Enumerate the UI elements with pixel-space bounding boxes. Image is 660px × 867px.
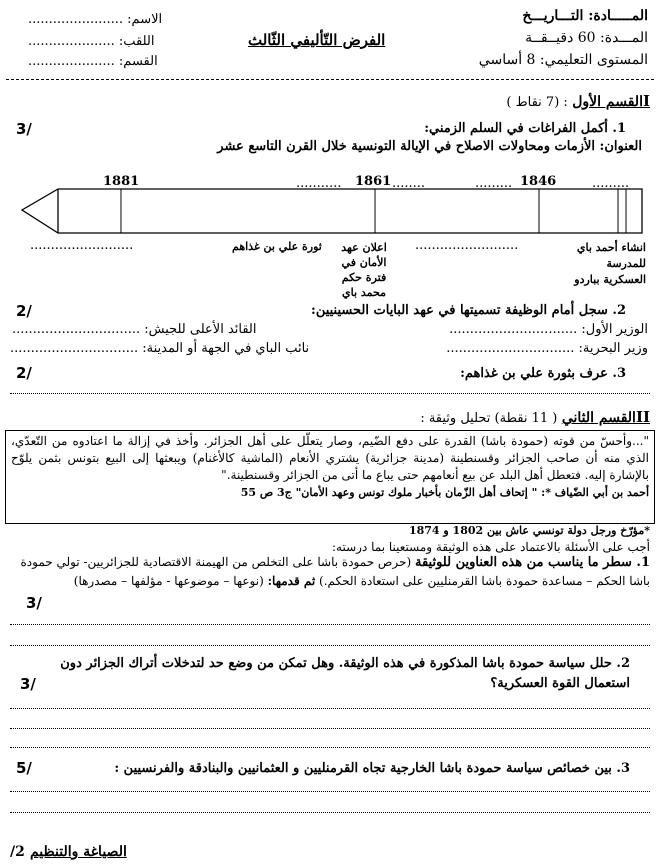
part1-heading: القسم الأول <box>572 94 643 110</box>
footer-mark: 2/ <box>10 844 25 860</box>
function-row[interactable]: القائد الأعلى للجيش: ............................... <box>12 322 257 337</box>
p2-q2-label: 2. حلل سياسة حمودة باشا المذكورة في هذه الوثيقة. وهل تمكن من وضع حد لتدخلات أتراك الجزائر دون استعمال القوة العسكرية؟ <box>60 656 630 691</box>
level-line: المستوى التعليمي: 8 أساسي <box>478 52 648 68</box>
surname-field[interactable]: اللقب: ..................... <box>28 34 155 49</box>
answer-line[interactable] <box>10 791 650 792</box>
part2-heading-line <box>420 408 650 426</box>
timeline-date-1861: 1861 <box>355 174 392 189</box>
timeline-blank-top[interactable]: ......... <box>475 176 513 191</box>
part2-heading: القسم الثاني <box>561 410 636 426</box>
p2-q1-tail2: (نوعها – موضوعها - مؤلفها – مصدرها) <box>73 574 264 588</box>
answer-line[interactable] <box>10 812 650 813</box>
answer-line[interactable] <box>10 393 650 394</box>
timeline-event-military-school: انشاء أحمد باي للمدرسة العسكرية بباردو <box>574 241 646 286</box>
header-divider <box>6 79 654 80</box>
document-source: أحمد بن أبي الضّياف *: " إتحاف أهل الزّمان بأخبار ملوك تونس وعهد الأمان" ج3 ص 55 <box>240 486 649 499</box>
answer-line[interactable] <box>10 747 650 748</box>
part1-heading-line <box>506 92 650 110</box>
p2-q1-tail: ثم قدمها: <box>267 574 316 588</box>
answer-line[interactable] <box>10 645 650 646</box>
exam-title: الفرض التّأليفي الثّالث <box>248 31 386 49</box>
answer-line[interactable] <box>10 708 650 709</box>
part2-points: ( 11 نقطة) تحليل وثيقة : <box>420 411 558 426</box>
name-field[interactable]: الاسم: ....................... <box>28 12 163 27</box>
function-row[interactable]: نائب الباي في الجهة أو المدينة: ............................... <box>10 341 310 356</box>
p2-q1-text <box>10 553 650 590</box>
p1-q2-mark: 2/ <box>16 302 32 320</box>
subject-line: المـــــادة: التـــاريـــخ <box>522 8 648 24</box>
p1-q3-label: 3. عرف بثورة علي بن غذاهم: <box>460 366 626 381</box>
timeline-arrow <box>18 188 644 234</box>
timeline-event-pacte: اعلان عهد الأمان في فترة حكم محمد باي <box>341 241 387 299</box>
p2-q2-mark: 3/ <box>20 675 36 693</box>
document-box <box>5 430 655 524</box>
timeline-date-1881: 1881 <box>103 174 140 189</box>
timeline-blank-top[interactable]: ........... <box>296 176 342 191</box>
p1-q2-label: 2. سجل أمام الوظيفة تسميتها في عهد البايات الحسينيين: <box>311 303 626 318</box>
timeline-event-ghedahem: ثورة علي بن غذاهم <box>232 240 322 253</box>
duration-line: المـــدة: 60 دقيــقــة <box>525 30 648 46</box>
function-row[interactable]: الوزير الأول: ............................... <box>449 322 648 337</box>
timeline-blank-top[interactable]: ......... <box>592 176 630 191</box>
p2-q1-label: 1. سطر ما يناسب من هذه العناوين للوثيقة <box>414 555 650 570</box>
p1-q1-label: 1. أكمل الفراغات في السلم الزمني: <box>424 121 626 136</box>
function-row[interactable]: وزير البحرية: ............................... <box>446 341 648 356</box>
footer-line <box>10 841 127 860</box>
part1-points: : (7 نقاط ) <box>506 95 568 110</box>
part2-instruction: أجب على الأسئلة بالاعتماد على هذه الوثيقة ومستعينا بما درسته: <box>332 540 650 554</box>
document-footnote: *مؤرّخ ورجل دولة تونسي عاش بين 1802 و 1874 <box>408 524 650 537</box>
answer-line[interactable] <box>10 728 650 729</box>
footer-label: الصياغة والتنظيم <box>29 844 127 860</box>
timeline-title: العنوان: الأزمات ومحاولات الاصلاح في الإيالة التونسية خلال القرن التاسع عشر <box>217 139 642 154</box>
p2-q1-mark: 3/ <box>26 594 42 612</box>
part2-roman: II <box>635 408 650 426</box>
p2-q3-mark: 5/ <box>16 759 32 777</box>
timeline-date-1846: 1846 <box>520 174 557 189</box>
answer-line[interactable] <box>10 624 650 625</box>
document-text: "...وأحسّ من قوته (حمودة باشا) القدرة على دفع الضّيم، وصار يتعلّل على أهل الجزائر. وأخذ في إزالة ما اعتادوه من التّعدّي، الذي منه أن صاحب الجزائر وقسنطينة (مدينة جزائرية) يشتري الأنعام (الماشية كالأغنام) ويبعثها إلى البيع بتونس بثمن يلوّح بالإشارة إليه. فتعطل أهل البلد عن بيع أنعامهم حتى يباع ما أتى من الجزائر وقسنطينة." <box>11 434 649 482</box>
p1-q1-mark: 3/ <box>16 120 32 138</box>
timeline-blank-top[interactable]: ........ <box>392 176 426 191</box>
section-field[interactable]: القسم: ..................... <box>28 54 158 69</box>
timeline-blank-bottom[interactable]: ......................... <box>30 238 134 253</box>
timeline-blank-bottom[interactable]: ......................... <box>415 238 519 253</box>
p2-q1-options: (حرص حمودة باشا على التخلص من الهيمنة الاقتصادية للجزائريين- تولي حمودة باشا الحكم – مساعدة حمودة باشا القرمنليين على استعادة الحكم.) <box>20 555 650 588</box>
p1-q3-mark: 2/ <box>16 364 32 382</box>
p2-q3-label: 3. بين خصائص سياسة حمودة باشا الخارجية تجاه القرمنليين و العثمانيين والبنادقة والفرنسيين : <box>114 761 630 776</box>
part1-roman: I <box>642 92 650 110</box>
